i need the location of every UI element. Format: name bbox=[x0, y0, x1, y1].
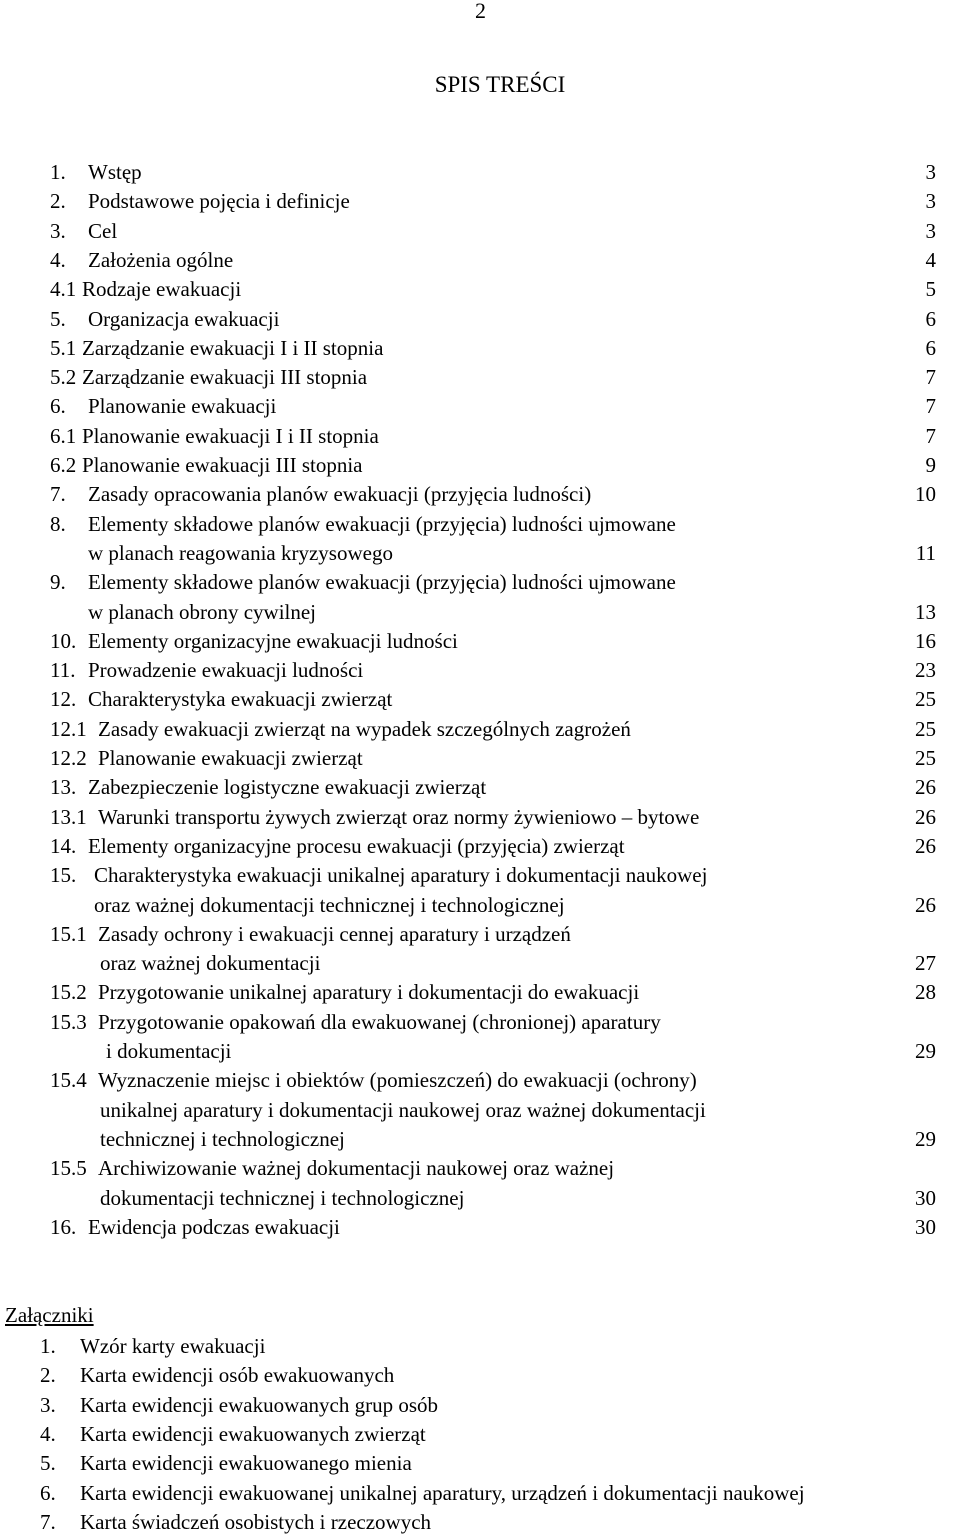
toc-entry-title: Przygotowanie opakowań dla ewakuowanej (chronionej) aparatury bbox=[98, 1009, 661, 1034]
toc-entry-page: 13 bbox=[915, 599, 936, 624]
toc-entry-continuation-text: w planach obrony cywilnej bbox=[88, 599, 317, 624]
toc-entry-page: 30 bbox=[915, 1214, 936, 1239]
toc-entry-continuation bbox=[0, 1125, 960, 1154]
toc-entry bbox=[0, 627, 960, 656]
toc-entry-page: 7 bbox=[925, 423, 936, 448]
toc-entry bbox=[0, 656, 960, 685]
toc-entry bbox=[0, 422, 960, 451]
toc-entry-continuation-text: i dokumentacji bbox=[106, 1039, 232, 1063]
toc-entry-continuation-text: dokumentacji technicznej i technologicznej bbox=[100, 1185, 465, 1210]
toc-entry-page: 29 bbox=[915, 1126, 936, 1151]
toc-entry bbox=[0, 1066, 960, 1095]
toc-entry-page: 5 bbox=[925, 277, 936, 302]
page-title: SPIS TREŚCI bbox=[434, 72, 566, 97]
toc-entry-continuation-text: technicznej i technologicznej bbox=[100, 1126, 345, 1151]
toc-entry-page: 27 bbox=[915, 951, 936, 976]
toc-entry-title: Elementy organizacyjne ewakuacji ludności bbox=[88, 628, 458, 653]
toc-entry-title: Ewidencja podczas ewakuacji bbox=[88, 1214, 340, 1239]
toc-entry-title: Zabezpieczenie logistyczne ewakuacji zwierząt bbox=[88, 775, 487, 800]
attachment-title: Wzór karty ewakuacji bbox=[80, 1334, 266, 1358]
toc-entry-title: Planowanie ewakuacji bbox=[88, 394, 277, 419]
toc-entry-number: 12. bbox=[50, 687, 77, 712]
toc-entry-title: Planowanie ewakuacji zwierząt bbox=[98, 746, 363, 770]
attachment-title: Karta ewidencji ewakuowanego mienia bbox=[80, 1451, 412, 1476]
toc-entry-page: 9 bbox=[925, 453, 936, 477]
toc-entry-continuation bbox=[0, 1037, 960, 1066]
toc-entry-page: 29 bbox=[915, 1039, 936, 1063]
toc-entry bbox=[0, 568, 960, 597]
toc-entry bbox=[0, 803, 960, 832]
toc-entry-number: 5.2 bbox=[50, 365, 77, 390]
toc-entry-page: 4 bbox=[925, 247, 936, 272]
toc-entry bbox=[0, 217, 960, 246]
toc-entry bbox=[0, 392, 960, 421]
toc-entry-number: 2. bbox=[50, 189, 66, 214]
toc-entry-title: Charakterystyka ewakuacji unikalnej aparatury i dokumentacji naukowej bbox=[94, 863, 708, 888]
toc-entry-number: 12.2 bbox=[50, 746, 87, 770]
toc-entry-number: 16. bbox=[50, 1214, 77, 1239]
toc-entry-number: 11. bbox=[50, 658, 76, 683]
toc-entry bbox=[0, 363, 960, 392]
toc-entry-page: 30 bbox=[915, 1185, 936, 1210]
toc-entry-title: Podstawowe pojęcia i definicje bbox=[88, 189, 350, 214]
attachment-number: 6. bbox=[40, 1480, 56, 1505]
toc-entry bbox=[0, 158, 960, 187]
toc-entry-title: Zasady opracowania planów ewakuacji (przyjęcia ludności) bbox=[88, 482, 592, 507]
toc-entry-number: 15.3 bbox=[50, 1009, 87, 1034]
attachment-title: Karta ewidencji osób ewakuowanych bbox=[80, 1363, 395, 1388]
toc-entry-title: Założenia ogólne bbox=[88, 247, 234, 272]
toc-entry-number: 13. bbox=[50, 775, 77, 800]
toc-entry-number: 12.1 bbox=[50, 716, 87, 741]
toc-entry-title: Elementy składowe planów ewakuacji (przyjęcia) ludności ujmowane bbox=[88, 570, 676, 595]
toc-entry-title: Wyznaczenie miejsc i obiektów (pomieszczeń) do ewakuacji (ochrony) bbox=[98, 1068, 697, 1093]
attachment-title: Karta ewidencji ewakuowanych grup osób bbox=[80, 1392, 439, 1417]
toc-entry bbox=[0, 744, 960, 773]
toc-entry-title: Rodzaje ewakuacji bbox=[82, 277, 242, 302]
toc-entry-page: 28 bbox=[915, 980, 936, 1005]
toc-entry-continuation-text: oraz ważnej dokumentacji bbox=[100, 951, 321, 976]
toc-entry-number: 13.1 bbox=[50, 804, 87, 829]
toc-entry-title: Organizacja ewakuacji bbox=[88, 306, 280, 331]
toc-entry-number: 6. bbox=[50, 394, 66, 419]
toc-entry-page: 6 bbox=[925, 335, 936, 360]
attachment-number: 4. bbox=[40, 1421, 56, 1446]
toc-entry bbox=[0, 773, 960, 802]
toc-entry bbox=[0, 275, 960, 304]
toc-entry-number: 15. bbox=[50, 863, 77, 888]
toc-entry-continuation bbox=[0, 598, 960, 627]
toc-entry-number: 15.5 bbox=[50, 1156, 87, 1181]
toc-entry-page: 26 bbox=[915, 833, 936, 858]
toc-entry-page: 25 bbox=[915, 746, 936, 770]
toc-entry-continuation bbox=[0, 539, 960, 568]
toc-entry-continuation bbox=[0, 1096, 960, 1125]
toc-entry-continuation bbox=[0, 949, 960, 978]
toc-entry bbox=[0, 334, 960, 363]
toc-entry-number: 10. bbox=[50, 628, 77, 653]
toc-entry-number: 5.1 bbox=[50, 335, 77, 360]
toc-entry-page: 7 bbox=[925, 365, 936, 390]
toc-entry-continuation-text: oraz ważnej dokumentacji technicznej i technologicznej bbox=[94, 892, 565, 917]
toc-entry-title: Charakterystyka ewakuacji zwierząt bbox=[88, 687, 393, 712]
toc-entry-number: 9. bbox=[50, 570, 66, 595]
attachment-number: 2. bbox=[40, 1363, 56, 1388]
attachment-number: 7. bbox=[40, 1509, 56, 1534]
toc-entry bbox=[0, 861, 960, 890]
toc-entry bbox=[0, 685, 960, 714]
attachment-title: Karta ewidencji ewakuowanej unikalnej aparatury, urządzeń i dokumentacji naukowej bbox=[80, 1480, 805, 1505]
toc-entry-continuation-text: unikalnej aparatury i dokumentacji naukowej oraz ważnej dokumentacji bbox=[100, 1097, 706, 1122]
toc-entry-continuation bbox=[0, 1184, 960, 1213]
toc-entry-number: 3. bbox=[50, 218, 66, 243]
toc-entry bbox=[0, 510, 960, 539]
attachment-number: 5. bbox=[40, 1451, 56, 1476]
toc-entry bbox=[0, 187, 960, 216]
toc-entry-title: Zarządzanie ewakuacji III stopnia bbox=[82, 365, 368, 390]
toc-entry-page: 25 bbox=[915, 716, 936, 741]
toc-entry-title: Przygotowanie unikalnej aparatury i dokumentacji do ewakuacji bbox=[98, 980, 640, 1005]
toc-entry-title: Planowanie ewakuacji III stopnia bbox=[82, 453, 363, 477]
toc-entry-number: 4. bbox=[50, 247, 66, 272]
toc-entry bbox=[0, 978, 960, 1007]
attachments-title: Załączniki bbox=[5, 1303, 94, 1327]
toc-entry-page: 3 bbox=[925, 160, 936, 184]
toc-entry-title: Zasady ewakuacji zwierząt na wypadek szczególnych zagrożeń bbox=[98, 716, 631, 741]
toc-entry-page: 16 bbox=[915, 628, 936, 653]
toc-entry bbox=[0, 920, 960, 949]
toc-entry-title: Archiwizowanie ważnej dokumentacji naukowej oraz ważnej bbox=[98, 1156, 615, 1181]
toc-entry-page: 26 bbox=[915, 804, 936, 829]
toc-entry-page: 6 bbox=[925, 306, 936, 331]
toc-entry bbox=[0, 1008, 960, 1037]
toc-entry-title: Zarządzanie ewakuacji I i II stopnia bbox=[82, 335, 384, 360]
toc-entry-number: 14. bbox=[50, 833, 77, 858]
toc-entry-number: 4.1 bbox=[50, 277, 77, 302]
toc-entry bbox=[0, 480, 960, 509]
toc-entry bbox=[0, 305, 960, 334]
toc-entry bbox=[0, 832, 960, 861]
toc-entry-number: 5. bbox=[50, 306, 66, 331]
toc-entry-page: 25 bbox=[915, 687, 936, 712]
toc-entry-page: 26 bbox=[915, 892, 936, 917]
page-number: 2 bbox=[475, 0, 486, 23]
toc-entry-number: 15.1 bbox=[50, 921, 87, 946]
toc-entry-number: 8. bbox=[50, 511, 66, 536]
toc-entry-number: 6.1 bbox=[50, 423, 77, 448]
toc-entry-number: 7. bbox=[50, 482, 66, 507]
toc-entry-page: 10 bbox=[915, 482, 936, 507]
toc-entry-title: Planowanie ewakuacji I i II stopnia bbox=[82, 423, 379, 448]
attachment-number: 1. bbox=[40, 1334, 56, 1358]
toc-entry-page: 26 bbox=[915, 775, 936, 800]
toc-entry-title: Elementy składowe planów ewakuacji (przyjęcia) ludności ujmowane bbox=[88, 511, 676, 536]
toc-entry-continuation-text: w planach reagowania kryzysowego bbox=[88, 540, 393, 565]
attachment-title: Karta ewidencji ewakuowanych zwierząt bbox=[80, 1421, 426, 1446]
toc-entry bbox=[0, 715, 960, 744]
toc-entry-continuation bbox=[0, 891, 960, 920]
toc-entry-page: 23 bbox=[915, 658, 936, 683]
toc-entry bbox=[0, 246, 960, 275]
toc-entry bbox=[0, 1213, 960, 1242]
toc-entry-title: Warunki transportu żywych zwierząt oraz normy żywieniowo – bytowe bbox=[98, 804, 700, 829]
toc-entry-number: 6.2 bbox=[50, 453, 77, 477]
toc-entry-number: 15.4 bbox=[50, 1068, 87, 1093]
toc-entry-number: 1. bbox=[50, 160, 66, 184]
toc-entry-title: Wstęp bbox=[88, 160, 142, 184]
attachment-number: 3. bbox=[40, 1392, 56, 1417]
toc-entry-page: 3 bbox=[925, 189, 936, 214]
toc-entry-page: 11 bbox=[915, 540, 936, 565]
toc-entry-title: Prowadzenie ewakuacji ludności bbox=[88, 658, 364, 683]
attachment-title: Karta świadczeń osobistych i rzeczowych bbox=[80, 1509, 432, 1534]
toc-entry-title: Zasady ochrony i ewakuacji cennej aparatury i urządzeń bbox=[98, 921, 571, 946]
toc-entry-page: 3 bbox=[925, 218, 936, 243]
toc-entry bbox=[0, 451, 960, 480]
toc-entry-page: 7 bbox=[925, 394, 936, 419]
toc-entry-number: 15.2 bbox=[50, 980, 87, 1005]
toc-entry-title: Cel bbox=[88, 218, 118, 243]
toc-entry-title: Elementy organizacyjne procesu ewakuacji (przyjęcia) zwierząt bbox=[88, 833, 625, 858]
toc-entry bbox=[0, 1154, 960, 1183]
